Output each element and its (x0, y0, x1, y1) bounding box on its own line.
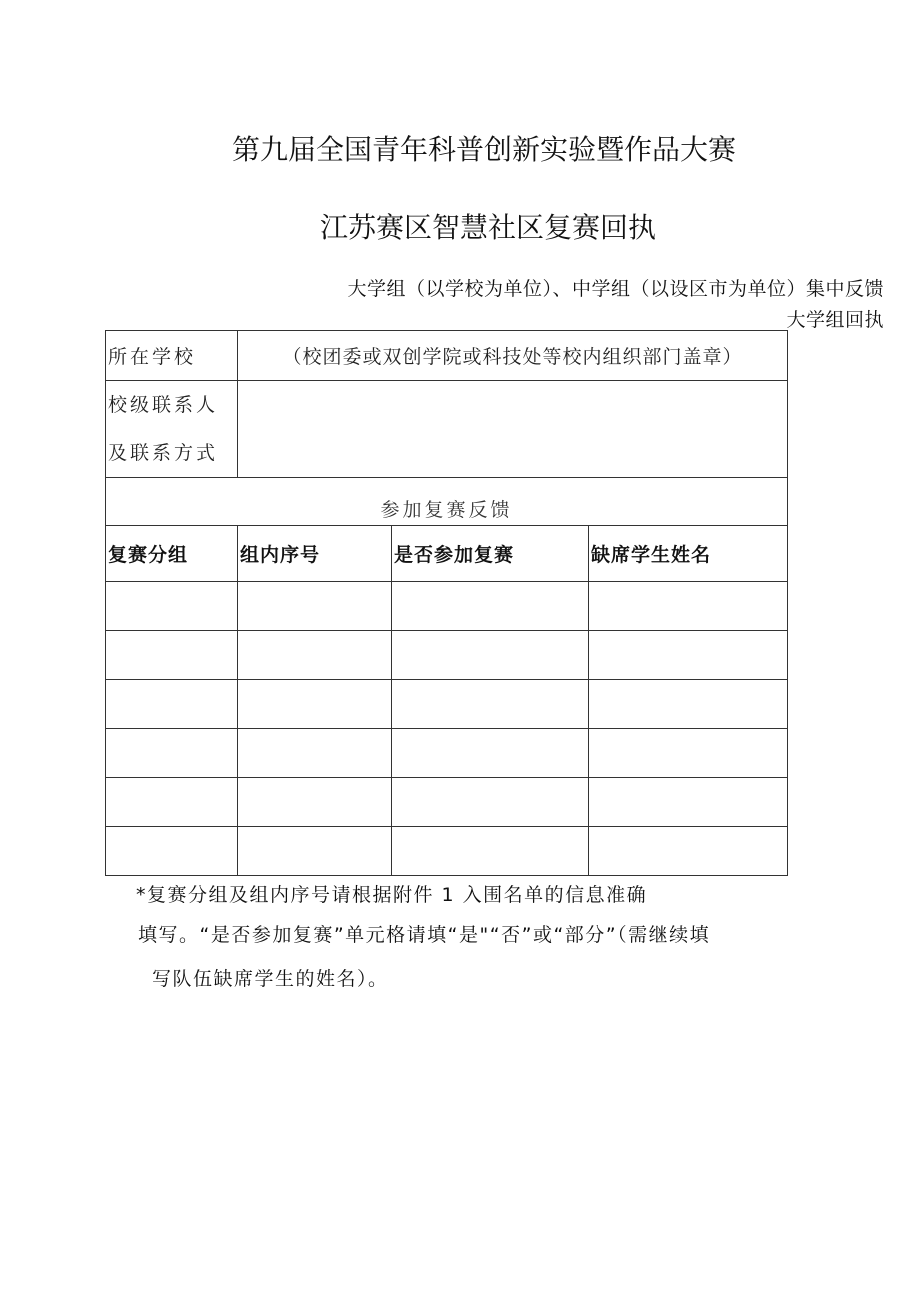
cell-group[interactable] (106, 582, 238, 631)
contact-label-line2: 及联系方式 (108, 442, 219, 464)
footnote-line1: *复赛分组及组内序号请根据附件 1 入围名单的信息准确 (136, 884, 648, 906)
receipt-form-table (105, 330, 788, 876)
cell-group[interactable] (106, 680, 238, 729)
col-header-group: 复赛分组 (106, 526, 238, 582)
cell-seq[interactable] (238, 827, 392, 876)
cell-absent[interactable] (589, 778, 788, 827)
cell-attend[interactable] (392, 778, 589, 827)
section-title-row (106, 478, 788, 526)
school-row (106, 331, 788, 381)
cell-group[interactable] (106, 778, 238, 827)
cell-seq[interactable] (238, 631, 392, 680)
cell-attend[interactable] (392, 631, 589, 680)
cell-absent[interactable] (589, 582, 788, 631)
table-row (106, 778, 788, 827)
school-stamp-field[interactable]: （校团委或双创学院或科技处等校内组织部门盖章） (238, 331, 788, 381)
school-label: 所在学校 (106, 331, 238, 381)
table-row (106, 827, 788, 876)
receipt-type-note: 大学组回执 (786, 309, 884, 331)
cell-group[interactable] (106, 827, 238, 876)
cell-seq[interactable] (238, 729, 392, 778)
column-header-row (106, 526, 788, 582)
col-header-attend: 是否参加复赛 (392, 526, 589, 582)
cell-group[interactable] (106, 729, 238, 778)
col-header-seq: 组内序号 (238, 526, 392, 582)
cell-absent[interactable] (589, 631, 788, 680)
cell-absent[interactable] (589, 827, 788, 876)
cell-attend[interactable] (392, 582, 589, 631)
table-row (106, 729, 788, 778)
contact-label (106, 381, 238, 478)
cell-absent[interactable] (589, 680, 788, 729)
table-row (106, 582, 788, 631)
document-title: 第九届全国青年科普创新实验暨作品大赛 (232, 133, 737, 166)
table-row (106, 680, 788, 729)
cell-seq[interactable] (238, 778, 392, 827)
cell-group[interactable] (106, 631, 238, 680)
table-row (106, 631, 788, 680)
footnote-line3: 写队伍缺席学生的姓名）。 (152, 968, 389, 990)
cell-seq[interactable] (238, 680, 392, 729)
cell-attend[interactable] (392, 680, 589, 729)
contact-label-line1: 校级联系人 (108, 394, 219, 416)
contact-row (106, 381, 788, 478)
contact-field[interactable] (238, 381, 788, 478)
feedback-note: 大学组（以学校为单位）、中学组（以设区市为单位）集中反馈 (347, 278, 884, 300)
cell-absent[interactable] (589, 729, 788, 778)
col-header-absent: 缺席学生姓名 (589, 526, 788, 582)
section-title: 参加复赛反馈 (106, 478, 788, 526)
cell-attend[interactable] (392, 827, 589, 876)
document-subtitle: 江苏赛区智慧社区复赛回执 (320, 211, 657, 244)
cell-seq[interactable] (238, 582, 392, 631)
cell-attend[interactable] (392, 729, 589, 778)
footnote-line2: 填写。“是否参加复赛”单元格请填“是"“否”或“部分”（需继续填 (138, 924, 711, 946)
